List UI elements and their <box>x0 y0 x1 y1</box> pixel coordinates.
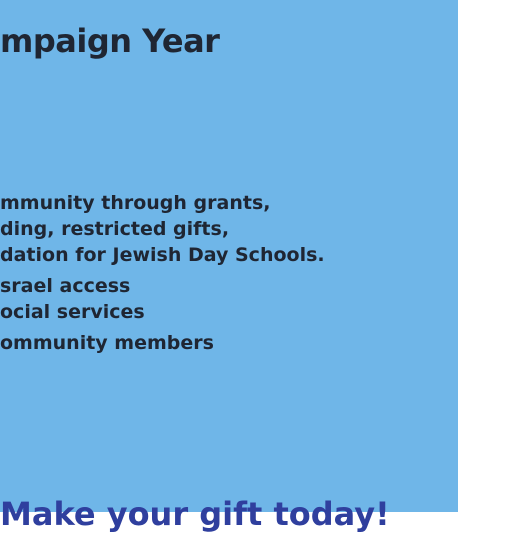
body-line-community-members: ommunity members <box>0 332 214 354</box>
body-line-day-schools: dation for Jewish Day Schools. <box>0 244 325 266</box>
body-line-grants: mmunity through grants, <box>0 192 271 214</box>
body-line-israel-access: srael access <box>0 275 131 297</box>
body-line-restricted-gifts: ding, restricted gifts, <box>0 218 230 240</box>
body-line-social-services: ocial services <box>0 301 145 323</box>
make-gift-cta-link[interactable]: Make your gift today! <box>0 495 390 533</box>
campaign-year-heading: mpaign Year <box>0 22 220 60</box>
